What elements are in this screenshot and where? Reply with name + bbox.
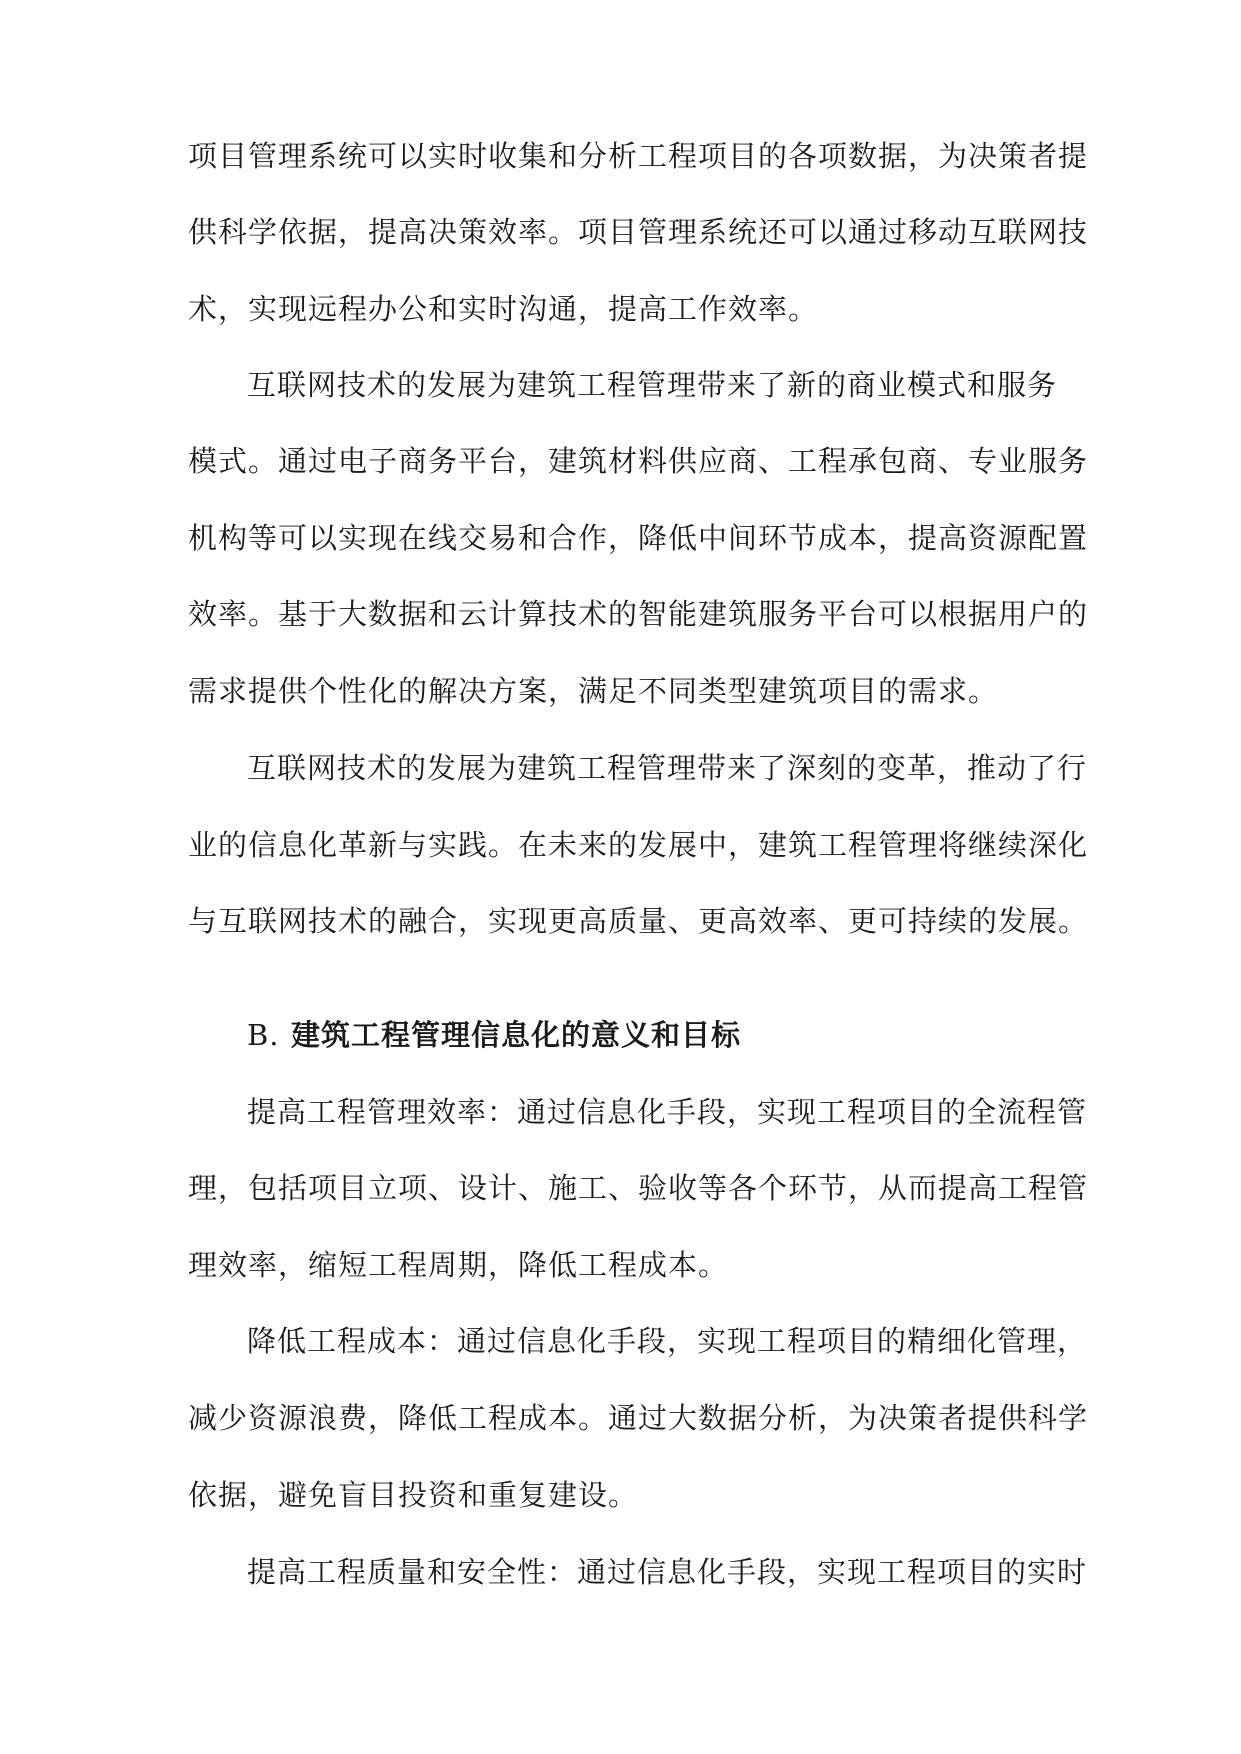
section-paragraph-2-line-1: 降低工程成本：通过信息化手段，实现工程项目的精细化管理， — [247, 1324, 1088, 1358]
paragraph-2-line-5: 需求提供个性化的解决方案，满足不同类型建筑项目的需求。 — [188, 674, 999, 708]
section-paragraph-1-line-3: 理效率，缩短工程周期，降低工程成本。 — [188, 1248, 729, 1282]
section-title: 建筑工程管理信息化的意义和目标 — [291, 1018, 742, 1052]
section-paragraph-1-line-1: 提高工程管理效率：通过信息化手段，实现工程项目的全流程管 — [247, 1095, 1088, 1129]
paragraph-1-line-2: 供科学依据，提高决策效率。项目管理系统还可以通过移动互联网技 — [188, 215, 1089, 249]
paragraph-3-line-1: 互联网技术的发展为建筑工程管理带来了深刻的变革，推动了行 — [247, 751, 1088, 785]
section-paragraph-2-line-2: 减少资源浪费，降低工程成本。通过大数据分析，为决策者提供科学 — [188, 1401, 1089, 1435]
paragraph-1-line-1: 项目管理系统可以实时收集和分析工程项目的各项数据，为决策者提 — [188, 139, 1089, 173]
section-paragraph-1-line-2: 理，包括项目立项、设计、施工、验收等各个环节，从而提高工程管 — [188, 1171, 1089, 1205]
section-paragraph-2-line-3: 依据，避免盲目投资和重复建设。 — [188, 1478, 639, 1512]
paragraph-2-line-3: 机构等可以实现在线交易和合作，降低中间环节成本，提高资源配置 — [188, 521, 1089, 555]
paragraph-3-line-3: 与互联网技术的融合，实现更高质量、更高效率、更可持续的发展。 — [188, 904, 1089, 938]
paragraph-1-line-3: 术，实现远程办公和实时沟通，提高工作效率。 — [188, 292, 819, 326]
section-marker: B. — [247, 1018, 280, 1052]
paragraph-2-line-2: 模式。通过电子商务平台，建筑材料供应商、工程承包商、专业服务 — [188, 444, 1089, 478]
section-heading — [247, 1015, 1067, 1055]
paragraph-2-line-4: 效率。基于大数据和云计算技术的智能建筑服务平台可以根据用户的 — [188, 597, 1089, 631]
paragraph-3-line-2: 业的信息化革新与实践。在未来的发展中，建筑工程管理将继续深化 — [188, 828, 1089, 862]
paragraph-2-line-1: 互联网技术的发展为建筑工程管理带来了新的商业模式和服务 — [247, 368, 1058, 402]
section-paragraph-3-line-1: 提高工程质量和安全性：通过信息化手段，实现工程项目的实时 — [247, 1555, 1088, 1589]
